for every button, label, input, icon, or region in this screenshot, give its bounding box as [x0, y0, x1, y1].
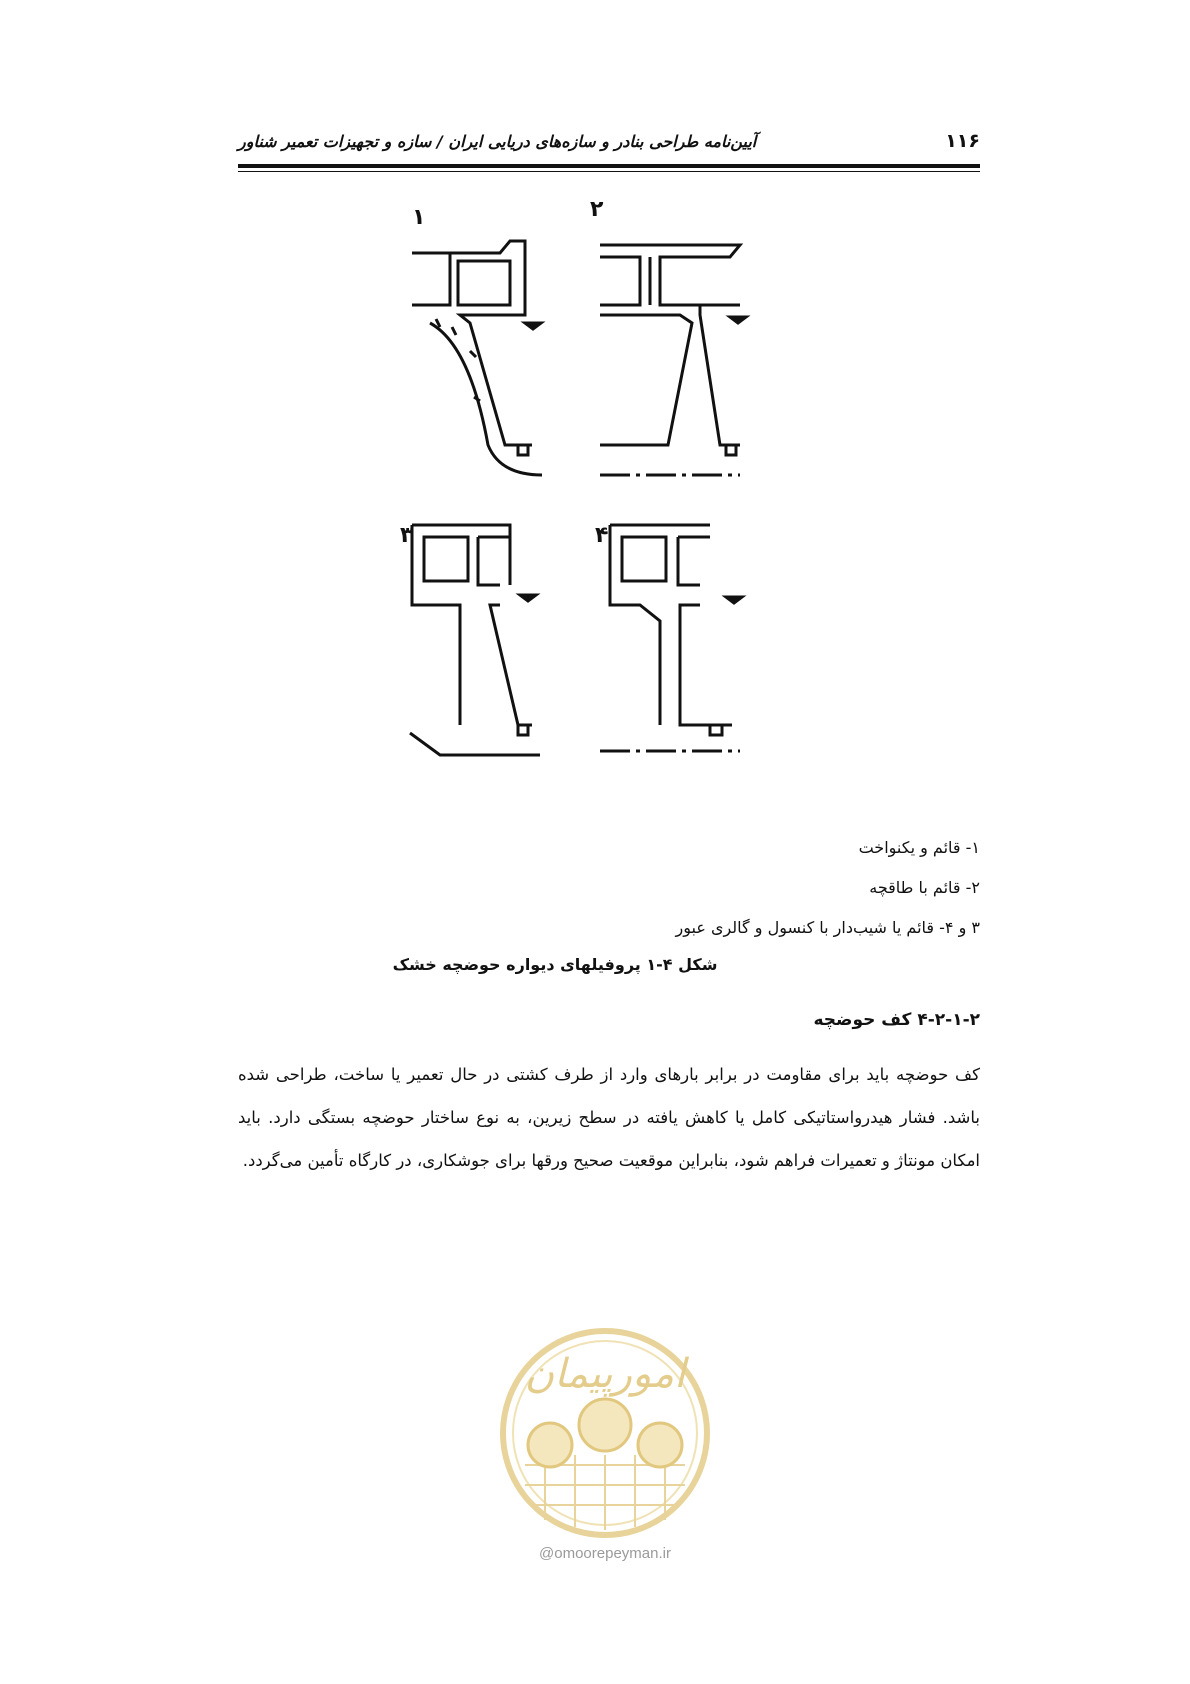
watermark-url: @omoorepeyman.ir — [539, 1545, 671, 1562]
header-rule-thin — [238, 171, 980, 172]
section-paragraph: کف حوضچه باید برای مقاومت در برابر بارهای وارد از طرف کشتی در حال تعمیر یا ساخت، طراحی شده باشد. فشار هیدرواستاتیکی کامل یا کاهش یافته در سطح زیرین، به نوع ساختار حوضچه بستگی دارد. باید امکان مونتاژ و تعمیرات فراهم شود، بنابراین موقعیت صحیح ورقها برای جوشکاری، در کارگاه تأمین می‌گردد. — [238, 1065, 980, 1170]
page-number: ۱۱۶ — [945, 130, 980, 152]
wall-profile-drawings — [400, 205, 820, 825]
running-title: آیین‌نامه طراحی بنادر و سازه‌های دریایی ایران / سازه و تجهیزات تعمیر شناور — [238, 132, 757, 151]
figure-caption: شکل ۴-۱ پروفیلهای دیواره حوضچه خشک — [392, 955, 718, 974]
gear-icon — [528, 1423, 572, 1467]
gear-icon — [638, 1423, 682, 1467]
legend-item-1: ۱- قائم و یکنواخت — [858, 838, 980, 857]
watermark-logo — [480, 1315, 730, 1545]
header-rule-thick — [238, 164, 980, 168]
gear-icon — [579, 1399, 631, 1451]
panel-label-4: ۴ — [595, 523, 609, 548]
panel-label-1: ۱ — [412, 205, 426, 230]
dry-dock-wall-profiles-figure — [400, 197, 820, 825]
section-heading: ۴-۲-۱-۲ کف حوضچه — [813, 1010, 980, 1030]
profile-4 — [600, 525, 742, 751]
profile-2 — [600, 245, 746, 475]
legend-item-2: ۲- قائم با طاقچه — [869, 878, 980, 897]
page-header — [238, 120, 980, 160]
profile-1 — [412, 241, 542, 475]
svg-text:امورپیمان: امورپیمان — [524, 1351, 686, 1397]
legend-item-3: ۳ و ۴- قائم یا شیب‌دار با کنسول و گالری عبور — [675, 918, 980, 937]
profile-3 — [410, 525, 540, 755]
panel-label-3: ۳ — [400, 523, 414, 548]
panel-label-2: ۲ — [590, 197, 604, 222]
